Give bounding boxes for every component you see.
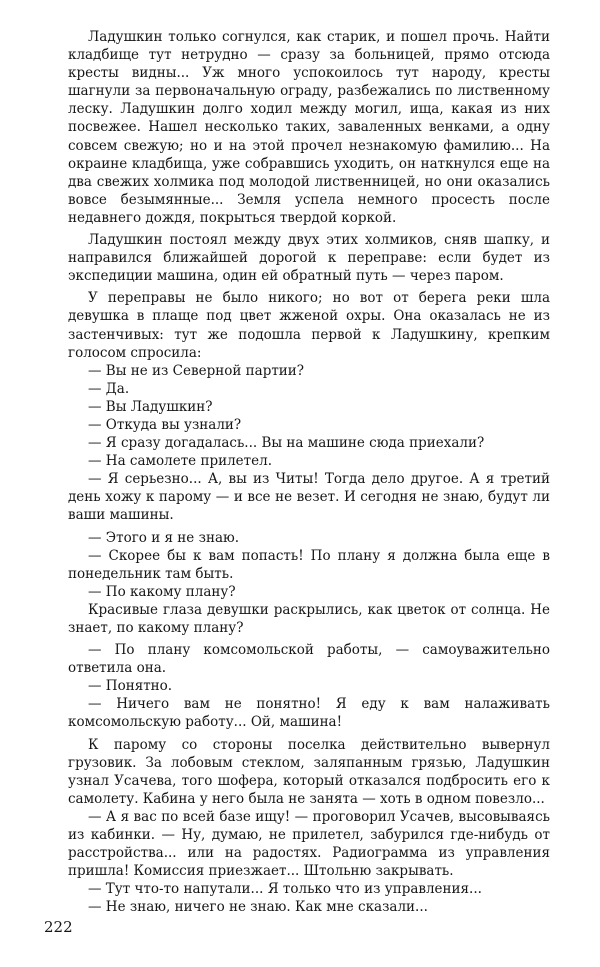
paragraph: — Понятно. (88, 678, 173, 695)
paragraph: — Да. (88, 380, 130, 397)
paragraph: — Откуда вы узнали? (88, 416, 242, 433)
paragraph: — Вы Ладушкин? (88, 398, 213, 415)
paragraph: — На самолете прилетел. (88, 453, 272, 470)
paragraph: Ладушкин только согнулся, как старик, и пошел прочь. Найти кладбище тут нетрудно — сразу за больницей, прямо отсюда кресты видны... Уж много успокоилось тут народу, кресты шагнули за первоначальную ограду, разбежались по лиственному леску. Ладушкин долго ходил между могил, ища, какая из них посвежее. Нашел несколько таких, заваленных венками, а одну совсем свежую; но и на этой прочел незнакомую фамилию... На окраине кладбища, уже собравшись уходить, он наткнулся еще на два свежих холмика под молодой лиственницей, но они оказались вовсе безымянные... Земля успела немного просесть после недавнего дождя, покрыться твердой коркой. (68, 29, 550, 226)
paragraph: — А я вас по всей базе ищу! — проговорил Усачев, высовываясь из кабинки. — Ну, думаю, не прилетел, забурился где-нибудь от расстройства... или на радостях. Радиограмма из управления пришла! Комиссия приезжает... Штольню закрывать. (68, 808, 550, 880)
paragraph: — Я серьезно... А, вы из Читы! Тогда дело другое. А я третий день хожу к парому — и все не везет. И сегодня не знаю, будут ли ваши машины. (68, 471, 550, 524)
paragraph: — Скорее бы к вам попасть! По плану я должна была еще в понедельник там быть. (68, 547, 550, 582)
paragraph: — По плану комсомольской работы, — самоуважительно ответила она. (68, 642, 550, 677)
paragraph: — Ничего вам не понятно! Я еду к вам налаживать комсомольскую работу... Ой, машина! (68, 696, 550, 731)
paragraph: — По какому плану? (88, 583, 236, 600)
paragraph: — Не знаю, ничего не знаю. Как мне сказали... (88, 899, 428, 916)
paragraph: К парому со стороны поселка действительно вывернул грузовик. За лобовым стеклом, заляпанным грязью, Ладушкин узнал Усачева, того шофера, который отказался подбросить его к самолету. Кабина у него была не занята — хоть в одном повезло... (68, 736, 550, 807)
paragraph: — Я сразу догадалась... Вы на машине сюда приехали? (88, 435, 485, 452)
paragraph: — Тут что-то напутали... Я только что из управления... (88, 881, 482, 898)
paragraph: — Вы не из Северной партии? (88, 362, 305, 379)
paragraph: Ладушкин постоял между двух этих холмиков, сняв шапку, и направился ближайшей дорогой к переправе: если будет из экспедиции машина, один ей обратный путь — через паром. (68, 232, 550, 285)
paragraph: Красивые глаза девушки раскрылись, как цветок от солнца. Не знает, по какому плану? (68, 601, 550, 636)
page-number: 222 (44, 918, 73, 936)
paragraph: — Этого и я не знаю. (88, 529, 240, 546)
paragraph: У переправы не было никого; но вот от берега реки шла девушка в плаще под цвет жженой охры. Она оказалась не из застенчивых: тут же подошла первой к Ладушкину, крепким голосом спросила: (68, 290, 550, 361)
page-text (68, 28, 550, 917)
